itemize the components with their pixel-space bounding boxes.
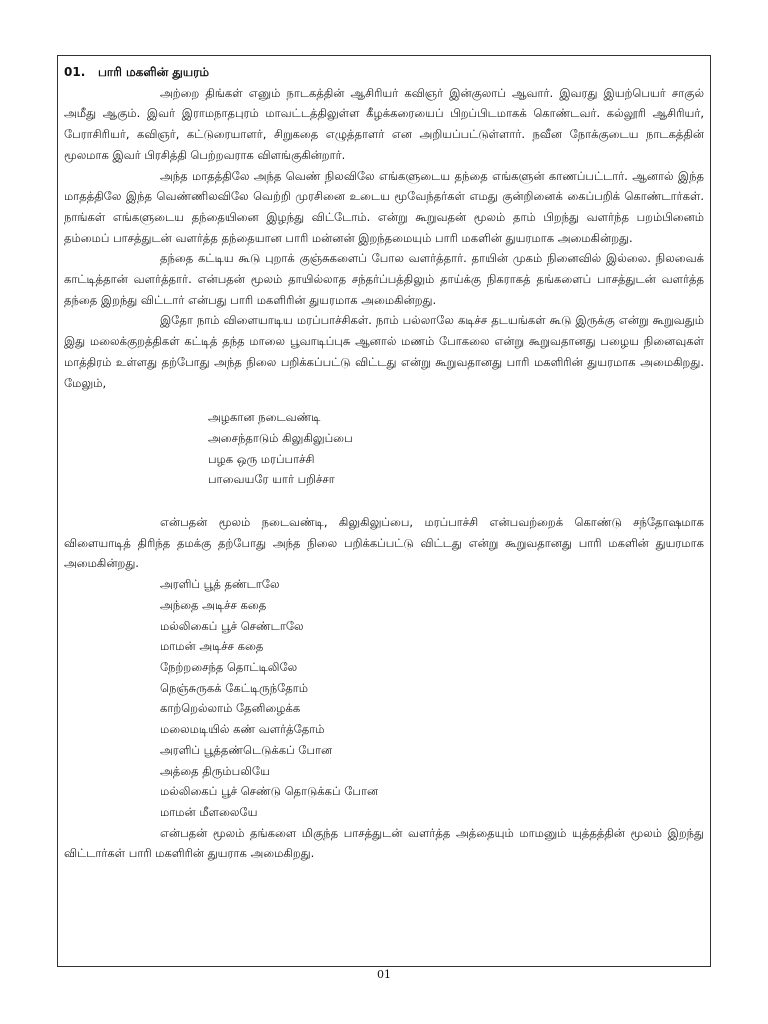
paragraph-toys-memory: இதோ நாம் விளையாடிய மரப்பாச்சிகள். நாம் பல்லாலே கடிச்ச தடயங்கள் கூடு இருக்கு என்று கூறுவதும் இது மலைக்குறத்திகள் கட்டித் தந்த மாலை பூவாடிப்புசு ஆனால் மணம் போகலை என்று கூறுவதானது பழைய நினைவுகள் மாத்திரம் உள்ளது தற்போது அந்த நிலை பறிக்கப்பட்டு விட்டது என்று கூறுவதானது பாரி மகளிரின் துயரமாக அமைகிறது. மேலும்,	[64, 313, 704, 390]
poem-line: அசைந்தாடும் கிலுகிலுப்பை	[208, 430, 353, 445]
poem-stanza-lullaby	[160, 574, 704, 822]
poem-line: அந்தை அடிச்ச கதை	[160, 597, 267, 612]
document-body	[64, 62, 704, 864]
poem-line: நேற்றசைந்த தொட்டிலிலே	[160, 659, 298, 674]
page-number: 01	[377, 968, 391, 981]
paragraph-father-loss: அந்த மாதத்திலே அந்த வெண் நிலவிலே எங்களுடைய தந்தை எங்களுன் காணப்பட்டார். ஆனால் இந்த மாதத்திலே இந்த வெண்ணிலவிலே வெற்றி முரசினை உடைய மூவேந்தர்கள் எமது குன்றினைக் கைப்பறிக் கொண்டார்கள். நாங்கள் எங்களுடைய தந்தையினை இழந்து விட்டோம். என்று கூறுவதன் மூலம் தாம் பிறந்து வளர்ந்த பறம்பினைம் தம்மைப் பாசத்துடன் வளர்த்த தந்தையான பாரி மன்னன் இறந்தமையும் பாரி மகளின் துயரமாக அமைகின்றது.	[64, 168, 704, 245]
poem-line: மல்லிகைப் பூச் செண்டு தொடுக்கப் போன	[160, 784, 379, 799]
poem-line: மாமன் மீளலையே	[160, 804, 258, 819]
poem-line: மாமன் அடிச்ச கதை	[160, 639, 264, 654]
poem-line: அரளிப் பூத் தண்டாலே	[160, 577, 280, 592]
section-heading	[64, 62, 704, 83]
paragraph-closing: என்பதன் மூலம் தங்களை மிகுந்த பாசத்துடன் வளர்த்த அத்தையும் மாமனும் யுத்தத்தின் மூலம் இறந்து விட்டார்கள் பாரி மகளிரின் துயராக அமைகிறது.	[64, 825, 704, 861]
poem-line: அத்தை திரும்பலியே	[160, 763, 270, 778]
poem-line: காற்றெல்லாம் தேனிழைக்க	[160, 701, 301, 716]
paragraph-toys-explanation: என்பதன் மூலம் நடைவண்டி, கிலுகிலுப்பை, மரப்பாச்சி என்பவற்றைக் கொண்டு சந்தோஷமாக விளையாடித் திரிந்த தமக்கு தற்போது அந்த நிலை பறிக்கப்பட்டு விட்டது என்று கூறுவதானது பாரி மகளின் துயரமாக அமைகின்றது.	[64, 515, 704, 571]
poem-line: மல்லிகைப் பூச் செண்டாலே	[160, 618, 304, 633]
poem-stanza-toys	[208, 407, 704, 490]
poem-line: அழகான நடைவண்டி	[208, 410, 321, 425]
section-title: பாரி மகளின் துயரம்	[98, 65, 209, 79]
poem-line: அரளிப் பூத்தண்டெடுக்கப் போன	[160, 742, 333, 757]
poem-line: நெஞ்சுருகக் கேட்டிருந்தோம்	[160, 680, 308, 695]
poem-line: பாவையரே யார் பறிச்சா	[208, 472, 335, 487]
paragraph-upbringing: தந்தை கட்டிய கூடு புறாக் குஞ்சுகளைப் போல வளர்த்தார். தாயின் முகம் நினைவில் இல்லை. நிலவைக் காட்டித்தான் வளர்த்தார். என்பதன் மூலம் தாயில்லாத சந்தர்ப்பத்திலும் தாய்க்கு நிகராகத் தங்களைப் பாசத்துடன் வளர்த்த தந்தை இறந்து விட்டார் என்பது பாரி மகளிரின் துயரமாக அமைகின்றது.	[64, 251, 704, 307]
poem-line: பழக ஒரு மரப்பாச்சி	[208, 451, 315, 466]
paragraph-author-intro: அற்றை திங்கள் எனும் நாடகத்தின் ஆசிரியர் கவிஞர் இன்குலாப் ஆவார். இவரது இயற்பெயர் சாகுல் அமீது ஆகும். இவர் இராமநாதபுரம் மாவட்டத்திலுள்ள கீழக்கரையைப் பிறப்பிடமாகக் கொண்டவர். கல்லூரி ஆசிரியர், பேராசிரியர், கவிஞர், கட்டுரையாளர், சிறுகதை எழுத்தாளர் என அறியப்பட்டுள்ளார். நவீன நோக்குடைய நாடகத்தின் மூலமாக இவர் பிரசித்தி பெற்றவராக விளங்குகின்றார்.	[64, 85, 704, 162]
section-number: 01.	[64, 65, 86, 79]
poem-line: மலைமடியில் கண் வளர்த்தோம்	[160, 722, 325, 737]
